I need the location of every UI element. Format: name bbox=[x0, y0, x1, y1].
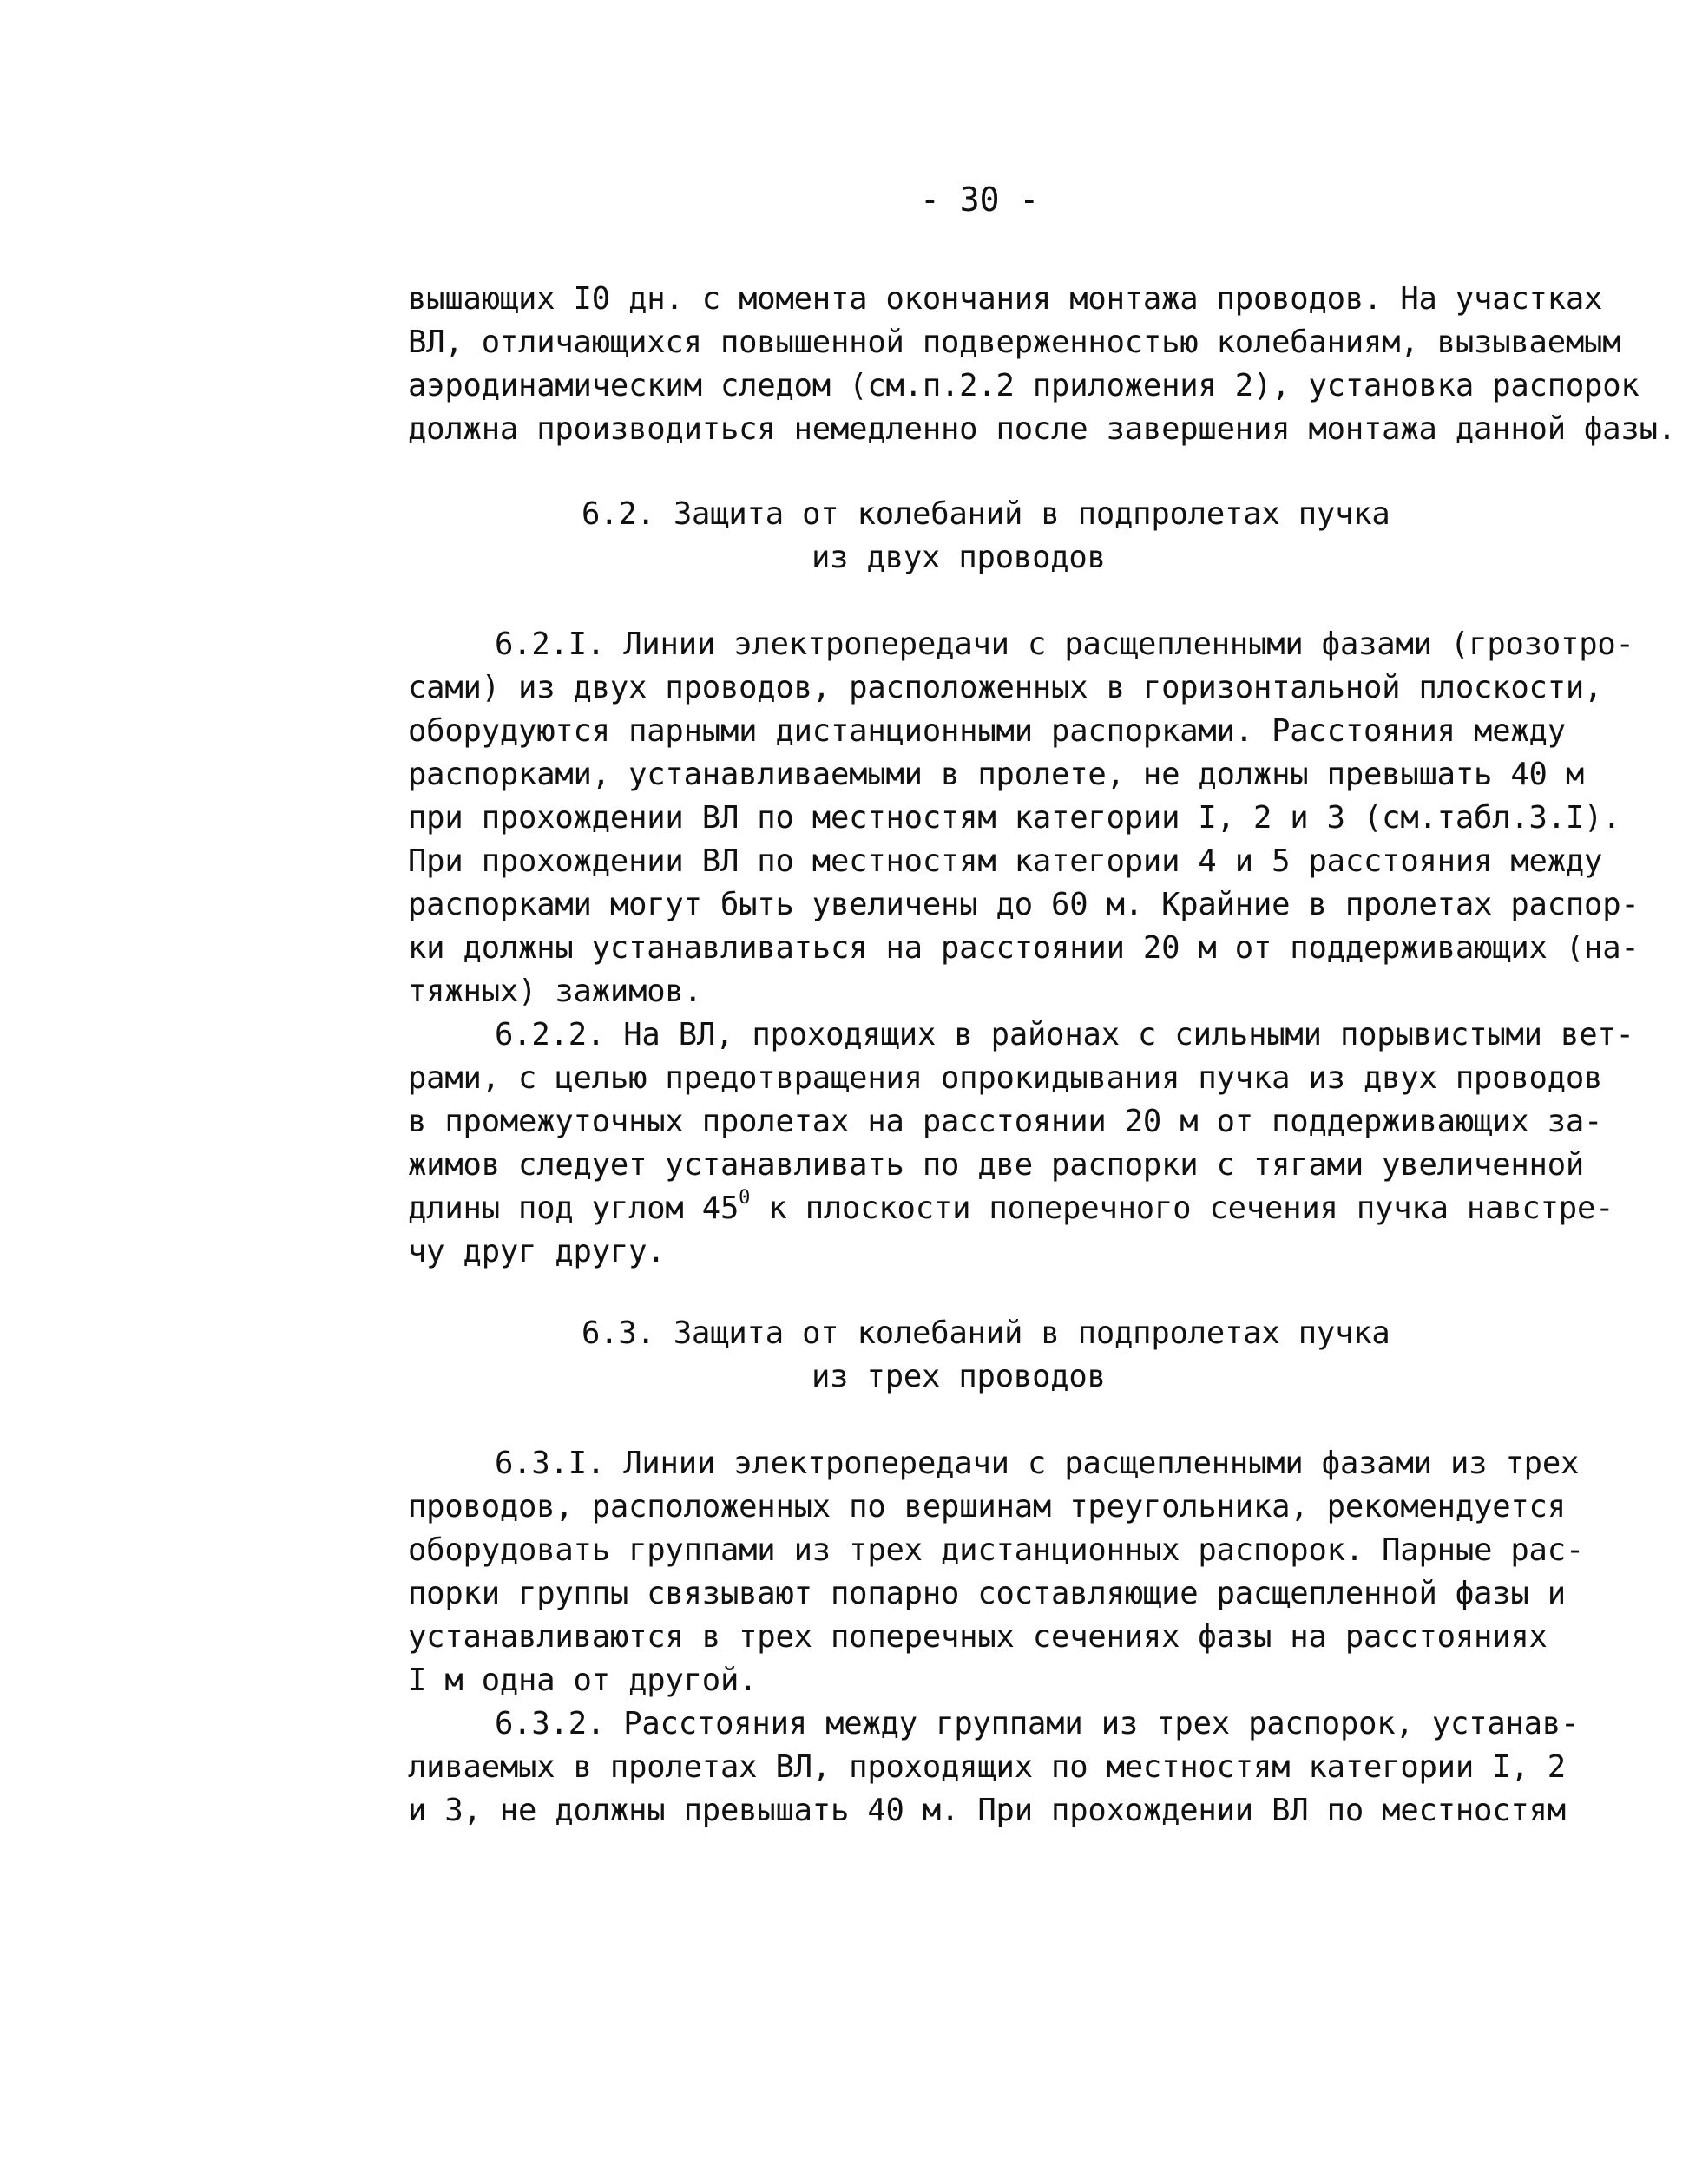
p-6-2-1-line-4: распорками, устанавливаемыми в пролете, не должны превышать 40 м bbox=[408, 757, 1585, 792]
section-6-2-heading-line-2: из двух проводов bbox=[812, 540, 1106, 575]
section-6-3-heading-line-2: из трех проводов bbox=[812, 1359, 1106, 1394]
p-6-2-2-line-2: рами, с целью предотвращения опрокидывания пучка из двух проводов bbox=[408, 1060, 1603, 1096]
p-6-2-1-line-7: распорками могут быть увеличены до 60 м. Крайние в пролетах распор- bbox=[408, 887, 1640, 922]
p-6-2-1-line-6: При прохождении ВЛ по местностям категории 4 и 5 расстояния между bbox=[408, 843, 1603, 879]
p-6-3-1-line-6: I м одна от другой. bbox=[408, 1663, 758, 1698]
intro-line-1: вышающих I0 дн. с момента окончания монтажа проводов. На участках bbox=[408, 281, 1603, 317]
p-6-2-2-line-5-before: длины под углом 45 bbox=[408, 1190, 739, 1226]
p-6-3-1-line-2: проводов, расположенных по вершинам треугольника, рекомендуется bbox=[408, 1489, 1566, 1525]
p-6-2-1-line-5: при прохождении ВЛ по местностям категории I, 2 и 3 (см.табл.3.I). bbox=[408, 800, 1621, 836]
p-6-2-1-line-1: 6.2.I. Линии электропередачи с расщепленными фазами (грозотро- bbox=[495, 626, 1634, 662]
intro-line-3: аэродинамическим следом (см.п.2.2 приложения 2), установка распорок bbox=[408, 368, 1640, 403]
degree-superscript: 0 bbox=[739, 1187, 751, 1210]
section-6-2-heading-line-1: 6.2. Защита от колебаний в подпролетах пучка bbox=[582, 496, 1390, 532]
p-6-2-2-line-6: чу друг другу. bbox=[408, 1234, 666, 1269]
p-6-3-1-line-1: 6.3.I. Линии электропередачи с расщепленными фазами из трех bbox=[495, 1446, 1580, 1481]
p-6-2-2-line-3: в промежуточных пролетах на расстоянии 20 м от поддерживающих за- bbox=[408, 1104, 1603, 1139]
p-6-2-1-line-8: ки должны устанавливаться на расстоянии 20 м от поддерживающих (на- bbox=[408, 930, 1640, 966]
p-6-2-2-line-1: 6.2.2. На ВЛ, проходящих в районах с сильными порывистыми вет- bbox=[495, 1017, 1634, 1053]
p-6-3-2-line-1: 6.3.2. Расстояния между группами из трех распорок, устанав- bbox=[495, 1706, 1580, 1741]
p-6-3-1-line-5: устанавливаются в трех поперечных сечениях фазы на расстояниях bbox=[408, 1619, 1548, 1655]
p-6-3-2-line-2: ливаемых в пролетах ВЛ, проходящих по местностям категории I, 2 bbox=[408, 1749, 1566, 1785]
page-number: - 30 - bbox=[920, 180, 1040, 219]
p-6-3-1-line-4: порки группы связывают попарно составляющие расщепленной фазы и bbox=[408, 1576, 1566, 1611]
p-6-2-1-line-2: сами) из двух проводов, расположенных в горизонтальной плоскости, bbox=[408, 670, 1603, 705]
p-6-2-2-line-5-after: к плоскости поперечного сечения пучка навстре- bbox=[750, 1190, 1614, 1226]
p-6-2-1-line-3: оборудуются парными дистанционными распорками. Расстояния между bbox=[408, 713, 1566, 749]
p-6-2-1-line-9: тяжных) зажимов. bbox=[408, 974, 702, 1009]
p-6-3-1-line-3: оборудовать группами из трех дистанционных распорок. Парные рас- bbox=[408, 1532, 1585, 1568]
p-6-2-2-line-4: жимов следует устанавливать по две распорки с тягами увеличенной bbox=[408, 1147, 1585, 1183]
p-6-2-2-line-5 bbox=[408, 1187, 1613, 1230]
intro-line-4: должна производиться немедленно после завершения монтажа данной фазы. bbox=[408, 411, 1676, 447]
section-6-3-heading-line-1: 6.3. Защита от колебаний в подпролетах пучка bbox=[582, 1315, 1390, 1351]
p-6-3-2-line-3: и 3, не должны превышать 40 м. При прохождении ВЛ по местностям bbox=[408, 1793, 1566, 1828]
intro-line-2: ВЛ, отличающихся повышенной подверженностью колебаниям, вызываемым bbox=[408, 325, 1621, 360]
